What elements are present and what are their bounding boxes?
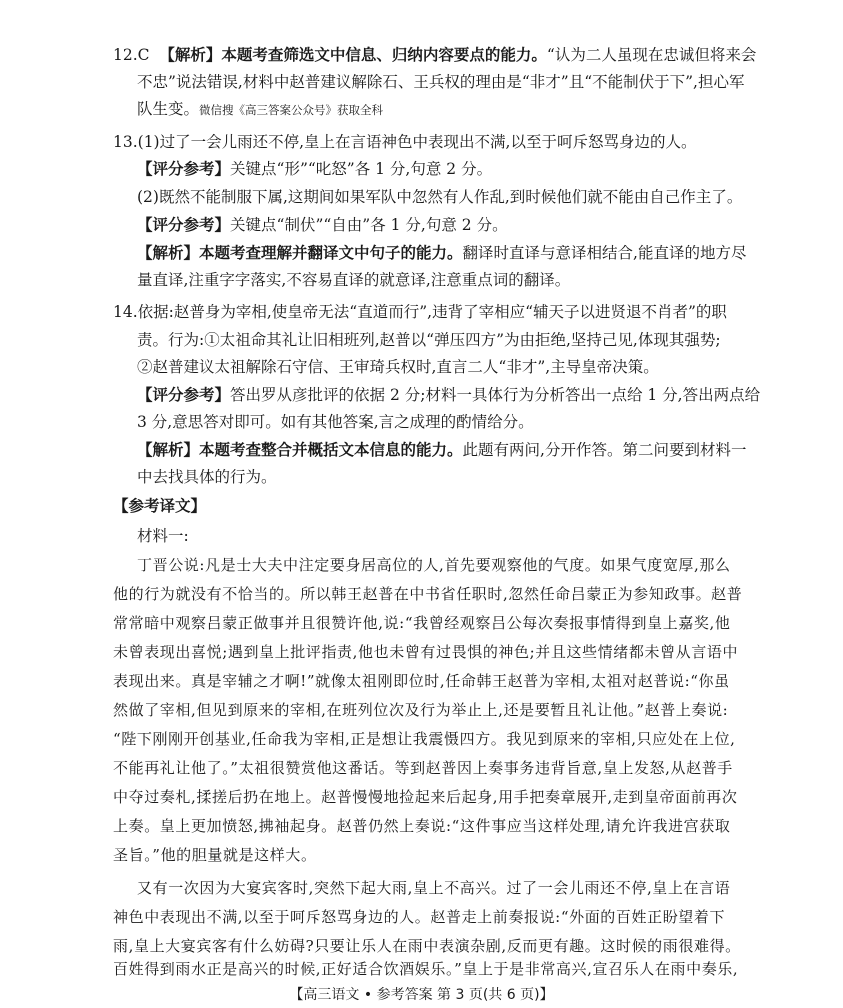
translation-p2-line: 百姓得到雨水正是高兴的时候,正好适合饮酒娱乐。”皇上于是非常高兴,宣召乐人在雨中奏乐,: [113, 960, 739, 978]
q12-line-2: 不忠”说法错误,材料中赵普建议解除石、王兵权的理由是“非才”且“不能制伏于下”,担心军: [137, 73, 745, 91]
q13-analysis-bold: 本题考查理解并翻译文中句子的能力。: [199, 243, 463, 262]
translation-heading: 【参考译文】: [113, 496, 207, 515]
q13-score-tag-1: 【评分参考】: [137, 159, 231, 178]
q13-score-tag-2: 【评分参考】: [137, 215, 231, 234]
q13-analysis: [137, 242, 746, 264]
q14-score: [137, 384, 760, 406]
q13-score-text-2: 关键点“制伏”“自由”各 1 分,句意 2 分。: [230, 216, 508, 234]
q13-analysis-text: 翻译时直译与意译相结合,能直译的地方尽: [462, 244, 747, 262]
q14-score-line-2: 3 分,意思答对即可。如有其他答案,言之成理的酌情给分。: [137, 413, 534, 431]
q14-analysis-tag: 【解析】: [137, 440, 200, 459]
q14-score-text: 答出罗从彦批评的依据 2 分;材料一具体行为分析答出一点给 1 分,答出两点给: [230, 386, 761, 404]
translation-p1-line: “陛下刚刚开创基业,任命我为宰相,正是想让我震慑四方。我见到原来的宰相,只应处在上位,: [113, 730, 736, 748]
q14-analysis-line-2: 中去找具体的行为。: [137, 468, 277, 486]
q13-line-1: 13.(1)过了一会儿雨还不停,皇上在言语神色中表现出不满,以至于呵斥怒骂身边的人。: [113, 133, 697, 151]
q13-part-2: (2)既然不能制服下属,这期间如果军队中忽然有人作乱,到时候他们就不能由自己作主了。: [137, 188, 743, 206]
translation-p1-line: 不能再礼让他了。”太祖很赞赏他这番话。等到赵普因上奏事务违背旨意,皇上发怒,从赵普手: [113, 759, 733, 777]
translation-p2-line: 神色中表现出不满,以至于呵斥怒骂身边的人。赵普走上前奏报说:“外面的百姓正盼望着下: [113, 908, 726, 926]
q12-line-1: [113, 44, 756, 66]
translation-p1-line: 然做了宰相,但见到原来的宰相,在班列位次及行为举止上,还是要暂且礼让他。”赵普上奏说:: [113, 701, 729, 719]
wechat-note: 微信搜《高三答案公众号》获取全科: [199, 103, 384, 117]
translation-p1-line: 他的行为就没有不恰当的。所以韩王赵普在中书省任职时,忽然任命吕蒙正为参知政事。赵普: [113, 585, 743, 603]
q13-score-text-1: 关键点“形”“叱怒”各 1 分,句意 2 分。: [230, 160, 493, 178]
q14-line-1: 14.依据:赵普身为宰相,使皇帝无法“直道而行”,违背了宰相应“辅天子以进贤退不肖者”的职: [113, 303, 727, 321]
q14-line-3: ②赵普建议太祖解除石守信、王审琦兵权时,直言二人“非才”,主导皇帝决策。: [137, 358, 659, 376]
q12-analysis-bold: 本题考查筛选文中信息、归纳内容要点的能力。: [221, 45, 547, 64]
translation-p2-line: 又有一次因为大宴宾客时,突然下起大雨,皇上不高兴。过了一会儿雨还不停,皇上在言语: [137, 879, 731, 897]
q12-line-3-text: 队生变。: [137, 100, 200, 118]
translation-p2-line: 雨,皇上大宴宾客有什么妨碍?只要让乐人在雨中表演杂剧,反而更有趣。这时候的雨很难得。: [113, 937, 741, 955]
translation-p1-line: 上奏。皇上更加愤怒,拂袖起身。赵普仍然上奏说:“这件事应当这样处理,请允许我进宫获取: [113, 817, 731, 835]
translation-p1-line: 常常暗中观察吕蒙正做事并且很赞许他,说:“我曾经观察吕公每次奏报事情得到皇上嘉奖,他: [113, 614, 731, 632]
translation-p1-line: 未曾表现出喜悦;遇到皇上批评指责,他也未曾有过畏惧的神色;并且这些情绪都未曾从言语中: [113, 643, 739, 661]
q13-analysis-line-2: 量直译,注重字字落实,不容易直译的就意译,注意重点词的翻译。: [137, 271, 571, 289]
q14-score-tag: 【评分参考】: [137, 385, 231, 404]
material-one-label: 材料一:: [137, 527, 189, 545]
q13-score-1: [137, 158, 492, 180]
q14-line-2: 责。行为:①太祖命其礼让旧相班列,赵普以“弹压四方”为由拒绝,坚持己见,体现其强势;: [137, 331, 721, 349]
translation-p1-line: 丁晋公说:凡是士大夫中注定要身居高位的人,首先要观察他的气度。如果气度宽厚,那么: [137, 556, 731, 574]
q12-analysis-tag: 【解析】: [159, 45, 222, 64]
translation-p1-line: 圣旨。”他的胆量就是这样大。: [113, 846, 317, 864]
q12-number: 12.C: [113, 46, 150, 64]
translation-p1-line: 中夺过奏札,揉搓后扔在地上。赵普慢慢地捡起来后起身,用手把奏章展开,走到皇帝面前再次: [113, 788, 738, 806]
page-footer: 【高三语文 • 参考答案 第 3 页(共 6 页)】: [289, 987, 554, 1003]
q14-analysis: [137, 439, 746, 461]
translation-p1-line: 表现出来。真是宰辅之才啊!”就像太祖刚即位时,任命韩王赵普为宰相,太祖对赵普说:“你虽: [113, 672, 730, 690]
q13-score-2: [137, 214, 508, 236]
q14-analysis-text: 此题有两问,分开作答。第二问要到材料一: [462, 441, 747, 459]
q13-analysis-tag: 【解析】: [137, 243, 200, 262]
q14-analysis-bold: 本题考查整合并概括文本信息的能力。: [199, 440, 463, 459]
q12-line-3: [137, 98, 383, 121]
q12-analysis-text: “认为二人虽现在忠诚但将来会: [546, 46, 757, 64]
